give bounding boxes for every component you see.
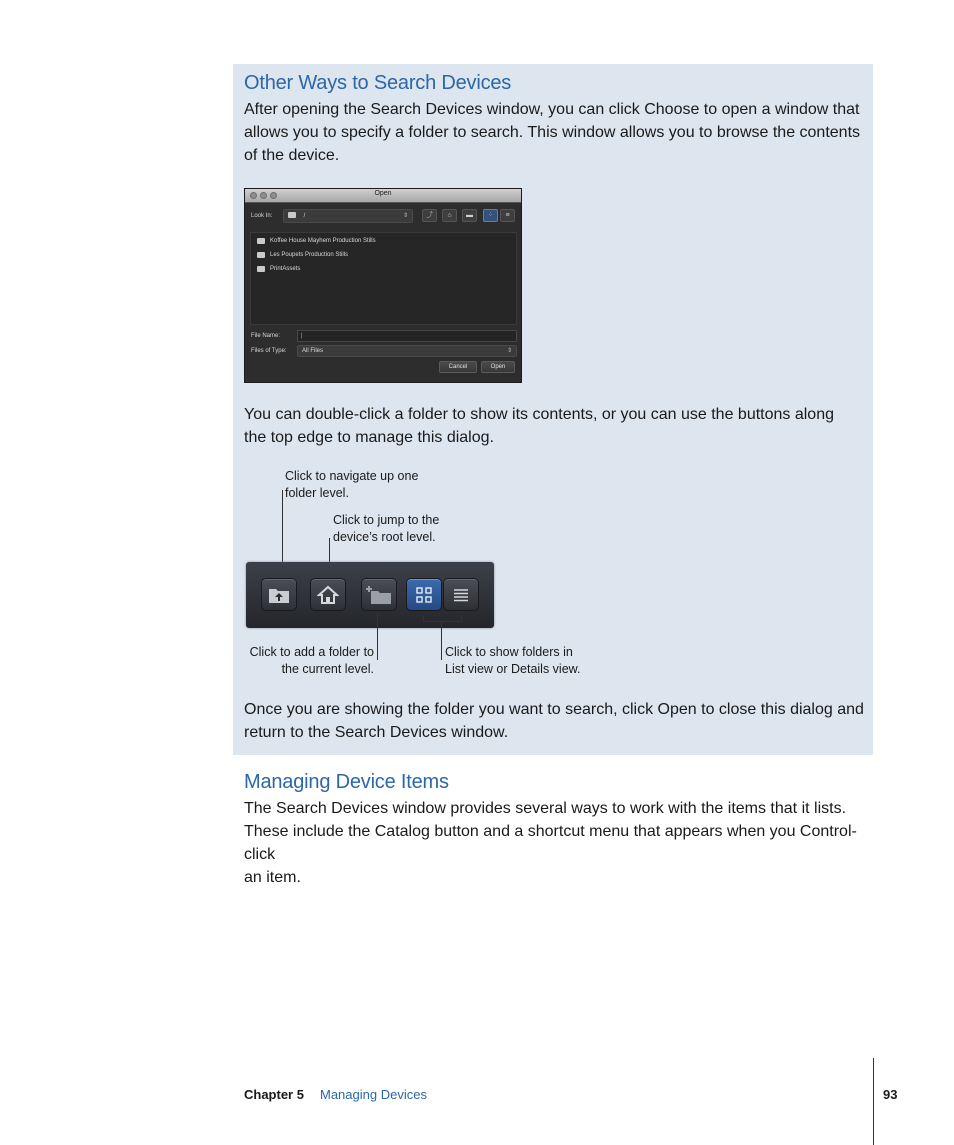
folder-icon xyxy=(257,266,265,272)
section-heading-managing-items: Managing Device Items xyxy=(244,771,449,793)
callout-root-level xyxy=(333,512,439,546)
chevron-updown-icon: ⇕ xyxy=(506,348,512,354)
look-in-label: Look In: xyxy=(251,213,273,219)
folder-up-icon xyxy=(268,586,290,604)
files-of-type-select[interactable] xyxy=(297,345,517,357)
list-item-label: PrintAssets xyxy=(270,266,301,272)
paragraph-double-click xyxy=(244,403,874,449)
text-line: These include the Catalog button and a shortcut menu that appears when you Control-click xyxy=(244,823,857,863)
list-item-label: Koffee House Mayhem Production Stills xyxy=(270,238,376,244)
callout-line: Click to navigate up one xyxy=(285,469,419,483)
list-item[interactable] xyxy=(257,266,300,272)
list-view-icon xyxy=(416,587,432,603)
paragraph-intro xyxy=(244,98,874,167)
list-view-icon: ⁘ xyxy=(487,212,494,219)
text-line: After opening the Search Devices window, you can click Choose to open a window that xyxy=(244,101,860,118)
callout-navigate-up xyxy=(285,468,418,502)
details-view-button-large[interactable] xyxy=(443,578,479,611)
new-folder-button-large[interactable] xyxy=(361,578,397,611)
callout-line: folder level. xyxy=(285,486,349,500)
text-line: the top edge to manage this dialog. xyxy=(244,429,494,446)
callout-line: Click to jump to the xyxy=(333,513,440,527)
bracket-line xyxy=(461,615,462,622)
home-icon: ⌂ xyxy=(447,212,452,219)
list-item[interactable] xyxy=(257,238,376,244)
details-view-icon: ≡ xyxy=(505,212,510,219)
details-view-icon xyxy=(453,588,469,602)
new-folder-icon: ▬ xyxy=(466,212,473,219)
text-line: Once you are showing the folder you want to search, click Open to close this dialog and xyxy=(244,701,864,718)
paragraph-open xyxy=(244,698,874,744)
folder-up-icon: ⤴ xyxy=(426,212,433,219)
text-line: of the device. xyxy=(244,147,340,164)
callout-add-folder xyxy=(240,644,374,678)
leader-line xyxy=(377,613,378,660)
callout-view-mode xyxy=(445,644,580,678)
new-folder-button[interactable] xyxy=(462,209,477,222)
folder-icon xyxy=(257,252,265,258)
callout-line: List view or Details view. xyxy=(445,662,581,676)
folder-icon xyxy=(257,238,265,244)
dialog-title: Open xyxy=(374,190,392,197)
callout-line: Click to add a folder to xyxy=(249,645,374,659)
cancel-button[interactable]: Cancel xyxy=(439,361,477,373)
folder-icon xyxy=(288,212,296,218)
text-line: You can double-click a folder to show its contents, or you can use the buttons along xyxy=(244,406,834,423)
list-item-label: Les Poupets Production Stills xyxy=(270,252,349,258)
look-in-value: / xyxy=(303,213,306,219)
files-of-type-value: All Files xyxy=(302,348,324,354)
list-view-button-large[interactable] xyxy=(406,578,442,611)
footer-section-link[interactable]: Managing Devices xyxy=(320,1087,427,1102)
footer-chapter: Chapter 5 xyxy=(244,1087,304,1102)
callout-line: device’s root level. xyxy=(333,530,436,544)
text-line: an item. xyxy=(244,869,301,886)
dialog-titlebar xyxy=(245,189,521,203)
list-item[interactable] xyxy=(257,252,348,258)
folder-up-button[interactable] xyxy=(422,209,437,222)
home-button[interactable] xyxy=(442,209,457,222)
text-line: The Search Devices window provides several ways to work with the items that it lists. xyxy=(244,800,847,817)
leader-line xyxy=(441,621,442,660)
files-of-type-label: Files of Type: xyxy=(251,348,287,354)
footer-divider xyxy=(873,1058,874,1145)
open-button[interactable]: Open xyxy=(481,361,515,373)
open-dialog xyxy=(244,188,522,383)
text-line: return to the Search Devices window. xyxy=(244,724,509,741)
file-name-label: File Name: xyxy=(251,333,281,339)
home-icon xyxy=(317,585,339,605)
folder-up-button-large[interactable] xyxy=(261,578,297,611)
folder-list[interactable] xyxy=(250,232,517,325)
section-heading-other-ways: Other Ways to Search Devices xyxy=(244,72,512,94)
look-in-combo[interactable] xyxy=(283,209,413,223)
details-view-button[interactable] xyxy=(500,209,515,222)
callout-line: the current level. xyxy=(281,662,374,676)
home-button-large[interactable] xyxy=(310,578,346,611)
text-line: allows you to specify a folder to search. This window allows you to browse the contents xyxy=(244,124,861,141)
paragraph-managing-items xyxy=(244,797,874,889)
chevron-updown-icon: ⇕ xyxy=(402,213,408,219)
bracket-line xyxy=(423,615,424,622)
bracket-line xyxy=(423,621,462,622)
list-view-button[interactable] xyxy=(483,209,498,222)
callout-line: Click to show folders in xyxy=(445,645,573,659)
page-number: 93 xyxy=(883,1087,898,1102)
new-folder-icon xyxy=(366,585,392,605)
file-name-input[interactable]: | xyxy=(297,330,517,342)
